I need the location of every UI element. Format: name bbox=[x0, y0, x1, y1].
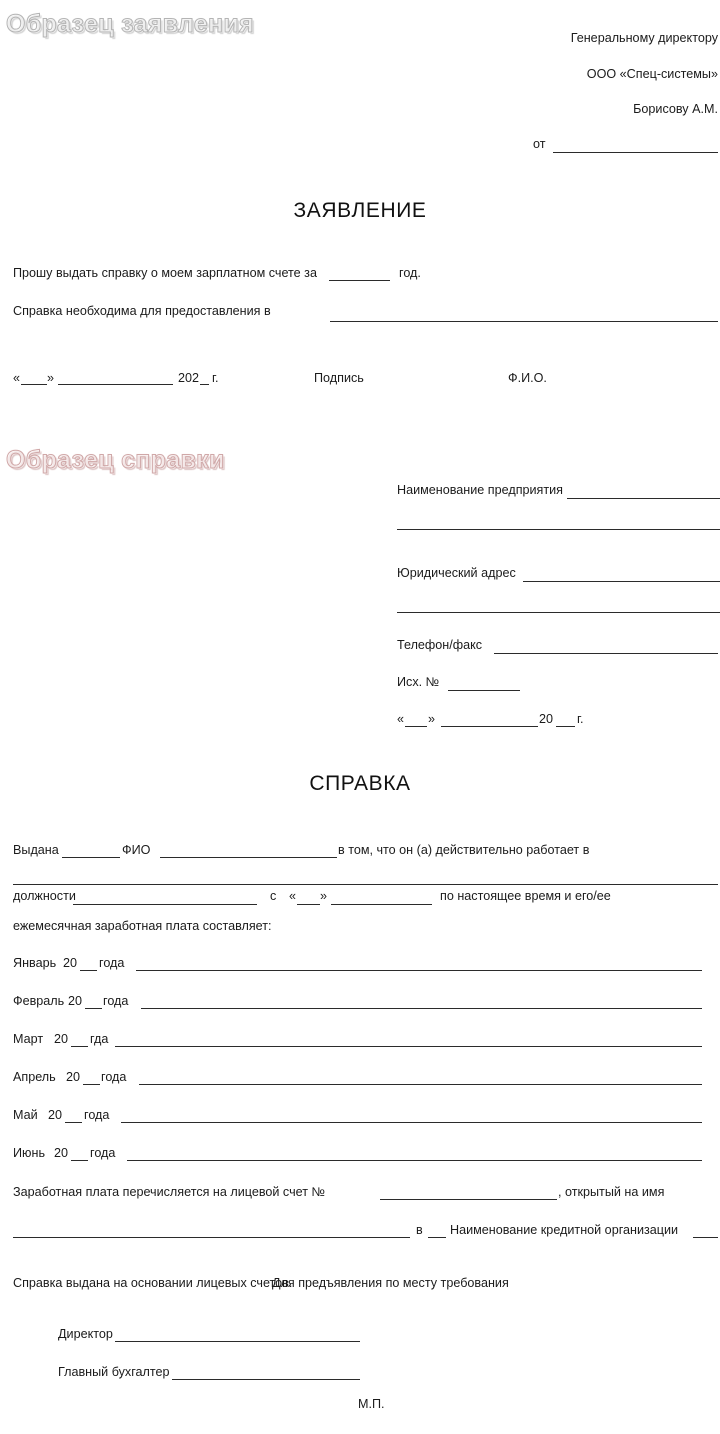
application-year-fill-rule[interactable] bbox=[200, 384, 209, 385]
month-row-year-rule-0[interactable] bbox=[80, 970, 97, 971]
letterhead-legal-address-rule[interactable] bbox=[523, 581, 720, 582]
bank-name-rule[interactable] bbox=[693, 1237, 718, 1238]
payment-account-holder-rule[interactable] bbox=[13, 1237, 410, 1238]
certificate-position-suffix: по настоящее время и его/ее bbox=[440, 889, 611, 903]
addressee-line-director: Генеральному директору bbox=[570, 31, 718, 45]
letterhead-company-name-rule[interactable] bbox=[567, 498, 720, 499]
certificate-issued-suffix: в том, что он (а) действительно работает в bbox=[338, 843, 590, 857]
bank-name-label: Наименование кредитной организации bbox=[450, 1223, 679, 1237]
month-row-year-suffix-3: года bbox=[101, 1070, 127, 1084]
month-row-year-rule-2[interactable] bbox=[71, 1046, 88, 1047]
application-signature-label: Подпись bbox=[314, 371, 364, 385]
month-row-year-rule-4[interactable] bbox=[65, 1122, 82, 1123]
purpose-fill-rule[interactable] bbox=[330, 321, 718, 322]
month-row-label-2: Март bbox=[13, 1032, 44, 1046]
from-label: от bbox=[533, 137, 546, 151]
application-request-line-prefix: Прошу выдать справку о моем зарплатном счете за bbox=[13, 266, 317, 280]
month-row-label-0: Январь bbox=[13, 956, 57, 970]
month-row-year-rule-5[interactable] bbox=[71, 1160, 88, 1161]
letterhead-month-rule[interactable] bbox=[441, 726, 538, 727]
letterhead-date-quote-open: « bbox=[397, 712, 405, 726]
bank-line-preposition-rule[interactable] bbox=[428, 1237, 446, 1238]
letterhead-outgoing-number-rule[interactable] bbox=[448, 690, 520, 691]
stamp-label: М.П. bbox=[358, 1397, 385, 1411]
application-date-quote-open: « bbox=[13, 371, 21, 385]
month-row-year-suffix-2: гда bbox=[90, 1032, 109, 1046]
month-row-amount-rule-5[interactable] bbox=[127, 1160, 702, 1161]
basis-line-part-1: Справка выдана на основании лицевых счетов. bbox=[13, 1276, 293, 1290]
watermark-certificate-sample: Образец справки bbox=[6, 446, 225, 474]
letterhead-year-suffix: г. bbox=[577, 712, 584, 726]
payment-line-suffix: , открытый на имя bbox=[558, 1185, 665, 1199]
letterhead-date-quote-close: » bbox=[428, 712, 436, 726]
certificate-position-rule[interactable] bbox=[73, 904, 257, 905]
letterhead-day-rule[interactable] bbox=[405, 726, 427, 727]
month-row-year-prefix-0: 20 bbox=[63, 956, 78, 970]
watermark-application-sample: Образец заявления bbox=[6, 10, 254, 38]
month-row-year-suffix-1: года bbox=[103, 994, 129, 1008]
application-date-quote-close: » bbox=[47, 371, 55, 385]
certificate-issued-fio-label: ФИО bbox=[122, 843, 151, 857]
letterhead-phone-fax-label: Телефон/факс bbox=[397, 638, 483, 652]
month-row-amount-rule-3[interactable] bbox=[139, 1084, 702, 1085]
certificate-position-day-rule[interactable] bbox=[297, 904, 320, 905]
letterhead-outgoing-number-label: Исх. № bbox=[397, 675, 440, 689]
month-row-year-rule-1[interactable] bbox=[85, 1008, 102, 1009]
application-month-fill-rule[interactable] bbox=[58, 384, 173, 385]
signatory-label-chief-accountant: Главный бухгалтер bbox=[58, 1365, 170, 1379]
month-row-label-5: Июнь bbox=[13, 1146, 46, 1160]
month-row-year-suffix-5: года bbox=[90, 1146, 116, 1160]
month-row-amount-rule-1[interactable] bbox=[141, 1008, 702, 1009]
month-row-amount-rule-4[interactable] bbox=[121, 1122, 702, 1123]
application-day-fill-rule[interactable] bbox=[21, 384, 47, 385]
basis-line-part-2: Для предъявления по месту требования bbox=[272, 1276, 509, 1290]
letterhead-year-prefix: 20 bbox=[539, 712, 554, 726]
certificate-issued-rule-2[interactable] bbox=[13, 884, 718, 885]
signatory-label-director: Директор bbox=[58, 1327, 113, 1341]
certificate-position-quote-open: « bbox=[289, 889, 297, 903]
month-row-year-suffix-4: года bbox=[84, 1108, 110, 1122]
bank-line-preposition: в bbox=[416, 1223, 423, 1237]
application-year-suffix: г. bbox=[212, 371, 219, 385]
certificate-position-quote-close: » bbox=[320, 889, 328, 903]
month-row-year-prefix-2: 20 bbox=[54, 1032, 69, 1046]
addressee-line-company: ООО «Спец-системы» bbox=[586, 67, 718, 81]
signatory-rule-director[interactable] bbox=[115, 1341, 360, 1342]
month-row-year-prefix-4: 20 bbox=[48, 1108, 63, 1122]
certificate-heading: СПРАВКА bbox=[309, 772, 411, 795]
letterhead-legal-address-label: Юридический адрес bbox=[397, 566, 516, 580]
month-row-amount-rule-2[interactable] bbox=[115, 1046, 702, 1047]
request-year-fill-rule[interactable] bbox=[329, 280, 390, 281]
signatory-rule-chief-accountant[interactable] bbox=[172, 1379, 360, 1380]
month-row-label-3: Апрель bbox=[13, 1070, 56, 1084]
application-request-line-suffix: год. bbox=[399, 266, 421, 280]
certificate-position-date-rule[interactable] bbox=[331, 904, 432, 905]
application-heading: ЗАЯВЛЕНИЕ bbox=[293, 199, 427, 222]
letterhead-year-rule[interactable] bbox=[556, 726, 575, 727]
payment-account-rule[interactable] bbox=[380, 1199, 557, 1200]
month-row-year-prefix-3: 20 bbox=[66, 1070, 81, 1084]
certificate-issued-fio-rule[interactable] bbox=[160, 857, 337, 858]
application-year-prefix: 202 bbox=[178, 371, 200, 385]
letterhead-phone-fax-rule[interactable] bbox=[494, 653, 718, 654]
letterhead-company-name-rule-2[interactable] bbox=[397, 529, 720, 530]
letterhead-company-name-label: Наименование предприятия bbox=[397, 483, 563, 497]
month-row-label-1: Февраль bbox=[13, 994, 65, 1008]
certificate-issued-prefix: Выдана bbox=[13, 843, 59, 857]
month-row-label-4: Май bbox=[13, 1108, 38, 1122]
month-row-amount-rule-0[interactable] bbox=[136, 970, 702, 971]
certificate-position-label: должности bbox=[13, 889, 76, 903]
application-purpose-line: Справка необходима для предоставления в bbox=[13, 304, 271, 318]
application-fio-label: Ф.И.О. bbox=[508, 371, 547, 385]
month-row-year-rule-3[interactable] bbox=[83, 1084, 100, 1085]
payment-line-prefix: Заработная плата перечисляется на лицевой счет № bbox=[13, 1185, 326, 1199]
from-fill-rule[interactable] bbox=[553, 152, 718, 153]
month-row-year-prefix-1: 20 bbox=[68, 994, 83, 1008]
certificate-position-since-label: с bbox=[270, 889, 277, 903]
addressee-line-person: Борисову А.М. bbox=[633, 102, 718, 116]
month-row-year-suffix-0: года bbox=[99, 956, 125, 970]
month-row-year-prefix-5: 20 bbox=[54, 1146, 69, 1160]
letterhead-legal-address-rule-2[interactable] bbox=[397, 612, 720, 613]
certificate-issued-rule-1[interactable] bbox=[62, 857, 120, 858]
certificate-salary-intro: ежемесячная заработная плата составляет: bbox=[13, 919, 272, 933]
